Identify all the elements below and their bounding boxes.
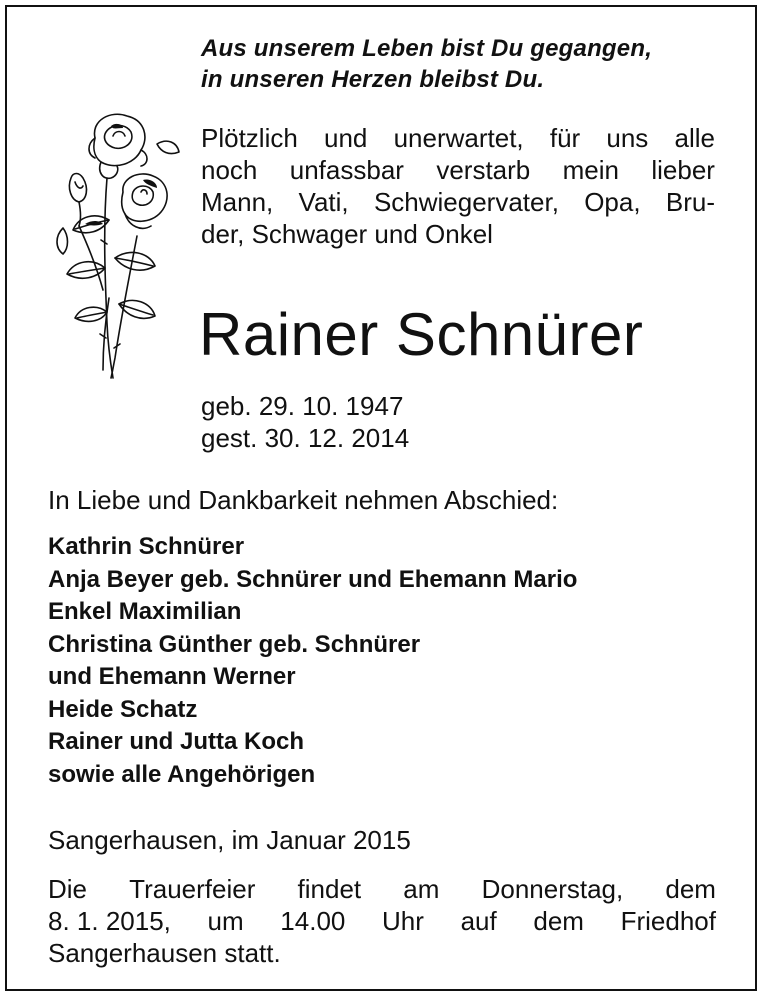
mourner-name: Anja Beyer geb. Schnürer und Ehemann Mario: [48, 565, 578, 593]
ceremony-word: 14.00: [280, 906, 346, 936]
intro-word: uns: [606, 123, 649, 153]
ceremony-word: 8. 1. 2015,: [48, 906, 171, 936]
intro-word: noch: [201, 155, 258, 185]
ceremony-word: Trauerfeier: [129, 874, 256, 904]
life-dates: [201, 390, 409, 454]
intro-word: unfassbar: [289, 155, 404, 185]
motto: [201, 33, 741, 95]
mourner-name: Enkel Maximilian: [48, 598, 242, 625]
mourner-name: Christina Günther geb. Schnürer: [48, 630, 421, 658]
intro-line-1: [201, 122, 715, 154]
intro-word: verstarb: [436, 155, 531, 185]
deceased-name: Rainer Schnürer: [199, 301, 644, 368]
intro-word: Opa,: [584, 187, 641, 217]
ceremony-word: Friedhof: [620, 906, 716, 936]
intro-word: unerwartet,: [393, 123, 524, 153]
mourner-name: und Ehemann Werner: [48, 663, 296, 690]
intro-word: lieber: [651, 155, 715, 185]
ceremony-word: Die: [48, 874, 88, 904]
ceremony-word: Donnerstag,: [481, 874, 624, 904]
intro-line-4: der, Schwager und Onkel: [201, 219, 493, 249]
ceremony-word: um: [207, 906, 244, 936]
mourner-name: Heide Schatz: [48, 695, 198, 723]
ceremony-line-1: [48, 873, 716, 905]
intro-line-3: [201, 186, 715, 218]
farewell-text: In Liebe und Dankbarkeit nehmen Abschied:: [48, 485, 559, 515]
intro-word: für: [549, 123, 581, 153]
death-date: gest. 30. 12. 2014: [201, 423, 410, 453]
intro-line-2: [201, 154, 715, 186]
ceremony-line-3: Sangerhausen statt.: [48, 938, 281, 968]
birth-date: geb. 29. 10. 1947: [201, 391, 404, 421]
intro-word: alle: [674, 123, 715, 153]
ceremony-word: findet: [297, 874, 362, 904]
intro-word: Bru-: [665, 187, 715, 217]
intro-word: Plötzlich: [201, 123, 298, 153]
ceremony-word: am: [403, 874, 440, 904]
ceremony-word: dem: [665, 874, 716, 904]
intro-word: mein: [562, 155, 619, 185]
mourner-name: Kathrin Schnürer: [48, 533, 245, 560]
ceremony-word: dem: [533, 906, 584, 936]
motto-line-2: in unseren Herzen bleibst Du.: [201, 66, 545, 93]
place-date: Sangerhausen, im Januar 2015: [48, 825, 411, 855]
intro-word: Schwiegervater,: [373, 187, 559, 217]
motto-line-1: Aus unserem Leben bist Du gegangen,: [201, 35, 653, 62]
intro-text: [201, 122, 715, 250]
ceremony-line-2: [48, 905, 716, 937]
intro-word: Vati,: [298, 187, 349, 217]
mourner-name: sowie alle Angehörigen: [48, 760, 316, 788]
rose-icon: [45, 108, 185, 380]
ceremony-info: [48, 873, 716, 969]
mourner-name: Rainer und Jutta Koch: [48, 728, 305, 755]
ceremony-word: auf: [460, 906, 497, 936]
ceremony-word: Uhr: [382, 906, 424, 936]
intro-word: und: [324, 123, 368, 153]
intro-word: Mann,: [201, 187, 274, 217]
mourners-list: [48, 531, 577, 791]
